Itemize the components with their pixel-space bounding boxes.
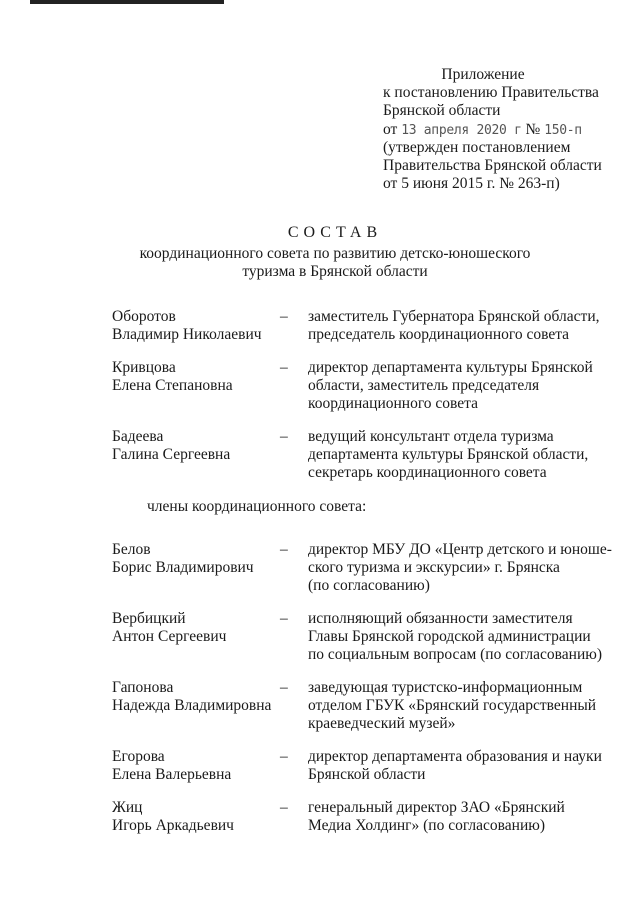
member-role [308, 610, 612, 664]
member-given-name: Антон Сергеевич [112, 628, 227, 645]
number-sign: № [525, 120, 541, 138]
member-role-line: генеральный директор ЗАО «Брянский [308, 799, 565, 816]
member-role-line: краеведческий музей» [308, 715, 456, 732]
subtitle-line: координационного совета по развитию детско-юношеского [139, 245, 531, 262]
member-role-line: заведующая туристско-информационным [308, 679, 583, 696]
members-group [112, 541, 612, 835]
member-entry [112, 610, 612, 664]
member-surname: Жиц [112, 799, 143, 816]
members-label: члены координационного совета: [147, 498, 367, 515]
member-role-line: директор департамента культуры Брянской [308, 359, 593, 376]
member-role-line: ского туризма и экскурсии» г. Брянска [308, 559, 560, 576]
member-given-name: Игорь Аркадьевич [112, 817, 234, 834]
member-role [308, 748, 612, 784]
member-role-line: председатель координационного совета [308, 326, 570, 343]
member-role-line: Медиа Холдинг» (по согласованию) [308, 817, 545, 834]
member-name [112, 308, 280, 344]
member-given-name: Елена Степановна [112, 377, 233, 394]
appendix-line: (утвержден постановлением [383, 138, 571, 156]
member-name [112, 799, 280, 835]
dash-separator: – [280, 799, 288, 816]
member-given-name: Владимир Николаевич [112, 326, 262, 343]
member-name [112, 679, 280, 715]
number-stamp: 150-п [544, 122, 582, 138]
member-given-name: Борис Владимирович [112, 559, 254, 576]
member-role-line: ведущий консультант отдела туризма [308, 428, 554, 445]
member-role-line: области, заместитель председателя [308, 377, 540, 394]
leadership-group [112, 308, 612, 482]
member-name [112, 541, 280, 577]
member-role-line: секретарь координационного совета [308, 464, 547, 481]
member-entry [112, 748, 612, 784]
date-prefix: от [383, 120, 398, 138]
dash-separator: – [280, 541, 288, 558]
member-role [308, 799, 612, 835]
member-entry [112, 799, 612, 835]
member-role-line: отделом ГБУК «Брянский государственный [308, 697, 597, 714]
member-role-line: Брянской области [308, 766, 426, 783]
member-role-line: координационного совета [308, 395, 479, 412]
member-role [308, 679, 612, 733]
member-role [308, 308, 612, 344]
member-role-line: заместитель Губернатора Брянской области, [308, 308, 600, 325]
member-entry [112, 679, 612, 733]
member-surname: Кривцова [112, 359, 176, 376]
member-surname: Гапонова [112, 679, 174, 696]
member-role-line: по социальным вопросам (по согласованию) [308, 646, 602, 663]
member-role-line: исполняющий обязанности заместителя [308, 610, 573, 627]
dash-separator: – [280, 610, 288, 627]
member-role [308, 428, 612, 482]
title-block [0, 224, 640, 281]
dash-separator: – [280, 679, 288, 696]
appendix-date-line [383, 121, 633, 139]
member-entry [112, 541, 612, 595]
member-entry [112, 308, 612, 344]
member-name [112, 748, 280, 784]
date-stamp: 13 апреля 2020 г [401, 122, 522, 138]
member-role [308, 359, 612, 413]
member-surname: Бадеева [112, 428, 164, 445]
member-name [112, 610, 280, 646]
appendix-heading: Приложение [441, 66, 525, 83]
member-role-line: департамента культуры Брянской области, [308, 446, 589, 463]
dash-separator: – [280, 748, 288, 765]
appendix-line: от 5 июня 2015 г. № 263-п) [383, 175, 560, 193]
member-surname: Белов [112, 541, 151, 558]
member-surname: Вербицкий [112, 610, 186, 627]
member-name [112, 428, 280, 464]
member-given-name: Надежда Владимировна [112, 697, 272, 714]
dash-separator: – [280, 428, 288, 445]
member-given-name: Галина Сергеевна [112, 446, 231, 463]
member-surname: Оборотов [112, 308, 176, 325]
member-surname: Егорова [112, 748, 165, 765]
top-rule [30, 0, 224, 4]
member-role [308, 541, 612, 595]
member-name [112, 359, 280, 395]
appendix-line: Правительства Брянской области [383, 156, 602, 174]
appendix-block [383, 66, 633, 193]
member-entry [112, 359, 612, 413]
members-list [112, 308, 612, 850]
dash-separator: – [280, 308, 288, 325]
subtitle-line: туризма в Брянской области [242, 263, 428, 280]
member-entry [112, 428, 612, 482]
member-given-name: Елена Валерьевна [112, 766, 232, 783]
member-role-line: (по согласованию) [308, 577, 430, 594]
member-role-line: директор департамента образования и науки [308, 748, 602, 765]
document-title: СОСТАВ [287, 224, 383, 241]
member-role-line: директор МБУ ДО «Центр детского и юноше- [308, 541, 612, 558]
appendix-line: Брянской области [383, 102, 501, 120]
appendix-line: к постановлению Правительства [383, 84, 599, 102]
member-role-line: Главы Брянской городской администрации [308, 628, 591, 645]
dash-separator: – [280, 359, 288, 376]
